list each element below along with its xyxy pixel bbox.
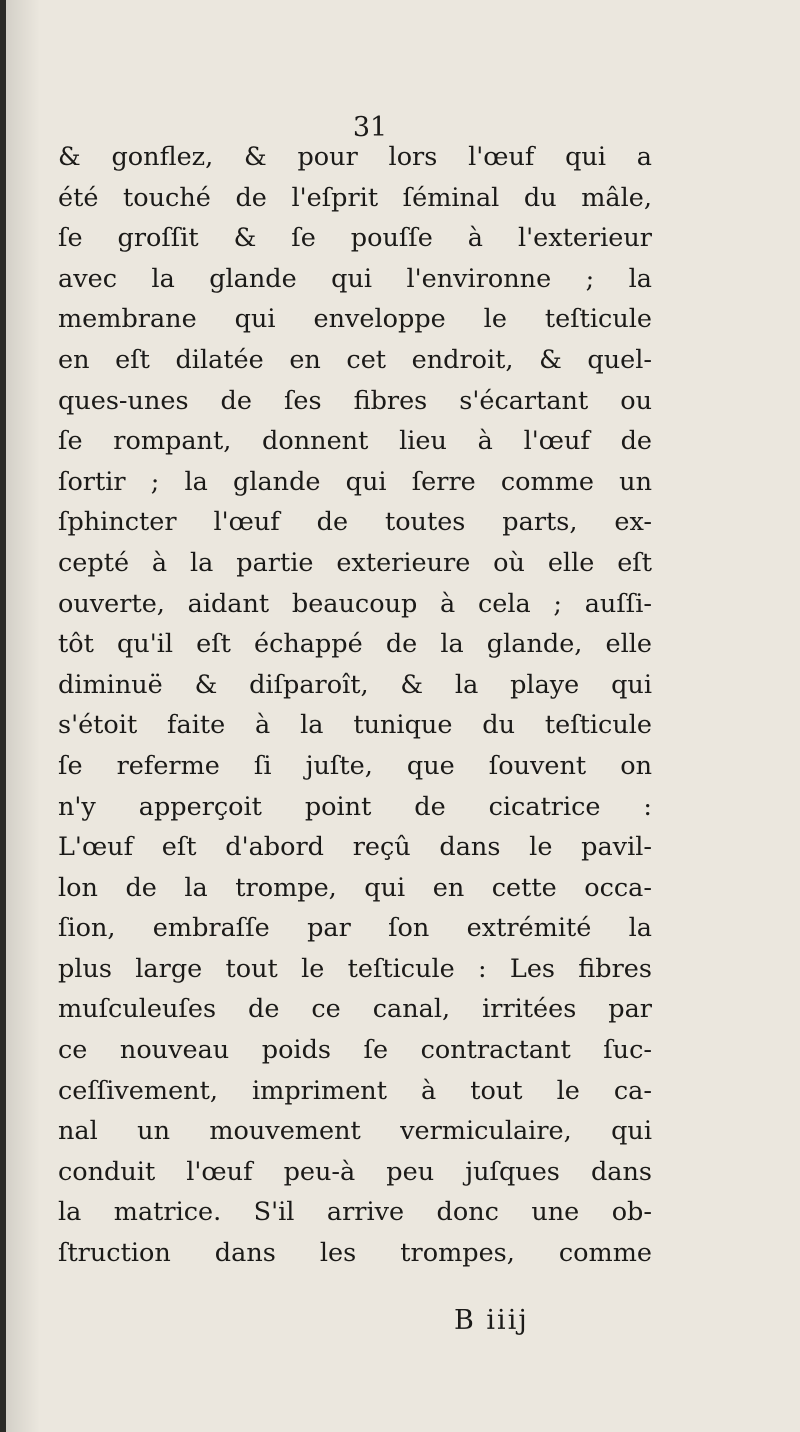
text-line: plus large tout le teſticule : Les fibres	[58, 953, 652, 984]
text-line: la matrice. S'il arrive donc une ob-	[58, 1197, 652, 1228]
text-line: muſculeuſes de ce canal, irritées par	[58, 994, 652, 1025]
gutter-shadow	[6, 0, 40, 1432]
text-line: été touché de l'eſprit ſéminal du mâle,	[58, 182, 652, 213]
text-line: & gonflez, & pour lors l'œuf qui a	[58, 142, 652, 172]
text-line: n'y apperçoit point de cicatrice :	[58, 791, 652, 822]
text-line: L'œuf eſt d'abord reçû dans le pavil-	[58, 832, 652, 863]
body-text	[58, 137, 652, 1274]
signature-mark: B iiij	[454, 1305, 529, 1336]
text-line: ſe referme ſi juſte, que ſouvent on	[58, 750, 652, 781]
text-line: ouverte, aidant beaucoup à cela ; auſſi-	[58, 588, 652, 619]
text-line: nal un mouvement vermiculaire, qui	[58, 1116, 652, 1147]
text-line: ques-unes de ſes fibres s'écartant ou	[58, 385, 652, 416]
text-line: membrane qui enveloppe le teſticule	[58, 304, 652, 335]
text-line: ſphincter l'œuf de toutes parts, ex-	[58, 507, 652, 538]
text-line: ſortir ; la glande qui ſerre comme un	[58, 466, 652, 497]
text-line: ce nouveau poids ſe contractant ſuc-	[58, 1035, 652, 1066]
text-line: lon de la trompe, qui en cette occa-	[58, 872, 652, 903]
text-line: ſe rompant, donnent lieu à l'œuf de	[58, 426, 652, 457]
text-line: en eſt dilatée en cet endroit, & quel-	[58, 344, 652, 375]
text-line: cepté à la partie exterieure où elle eſt	[58, 547, 652, 578]
text-line: tôt qu'il eſt échappé de la glande, elle	[58, 629, 652, 660]
text-line: diminuë & diſparoît, & la playe qui	[58, 669, 652, 700]
text-line: avec la glande qui l'environne ; la	[58, 263, 652, 294]
page-number: 31	[352, 112, 388, 143]
text-line: ſe groſſit & ſe pouſſe à l'exterieur	[58, 223, 652, 254]
text-line: ceſſivement, impriment à tout le ca-	[58, 1075, 652, 1106]
text-line: ſtruction dans les trompes, comme	[58, 1238, 652, 1269]
text-line: conduit l'œuf peu-à peu juſques dans	[58, 1156, 652, 1187]
text-line: ſion, embraſſe par ſon extrémité la	[58, 913, 652, 944]
text-line: s'étoit faite à la tunique du teſticule	[58, 710, 652, 741]
